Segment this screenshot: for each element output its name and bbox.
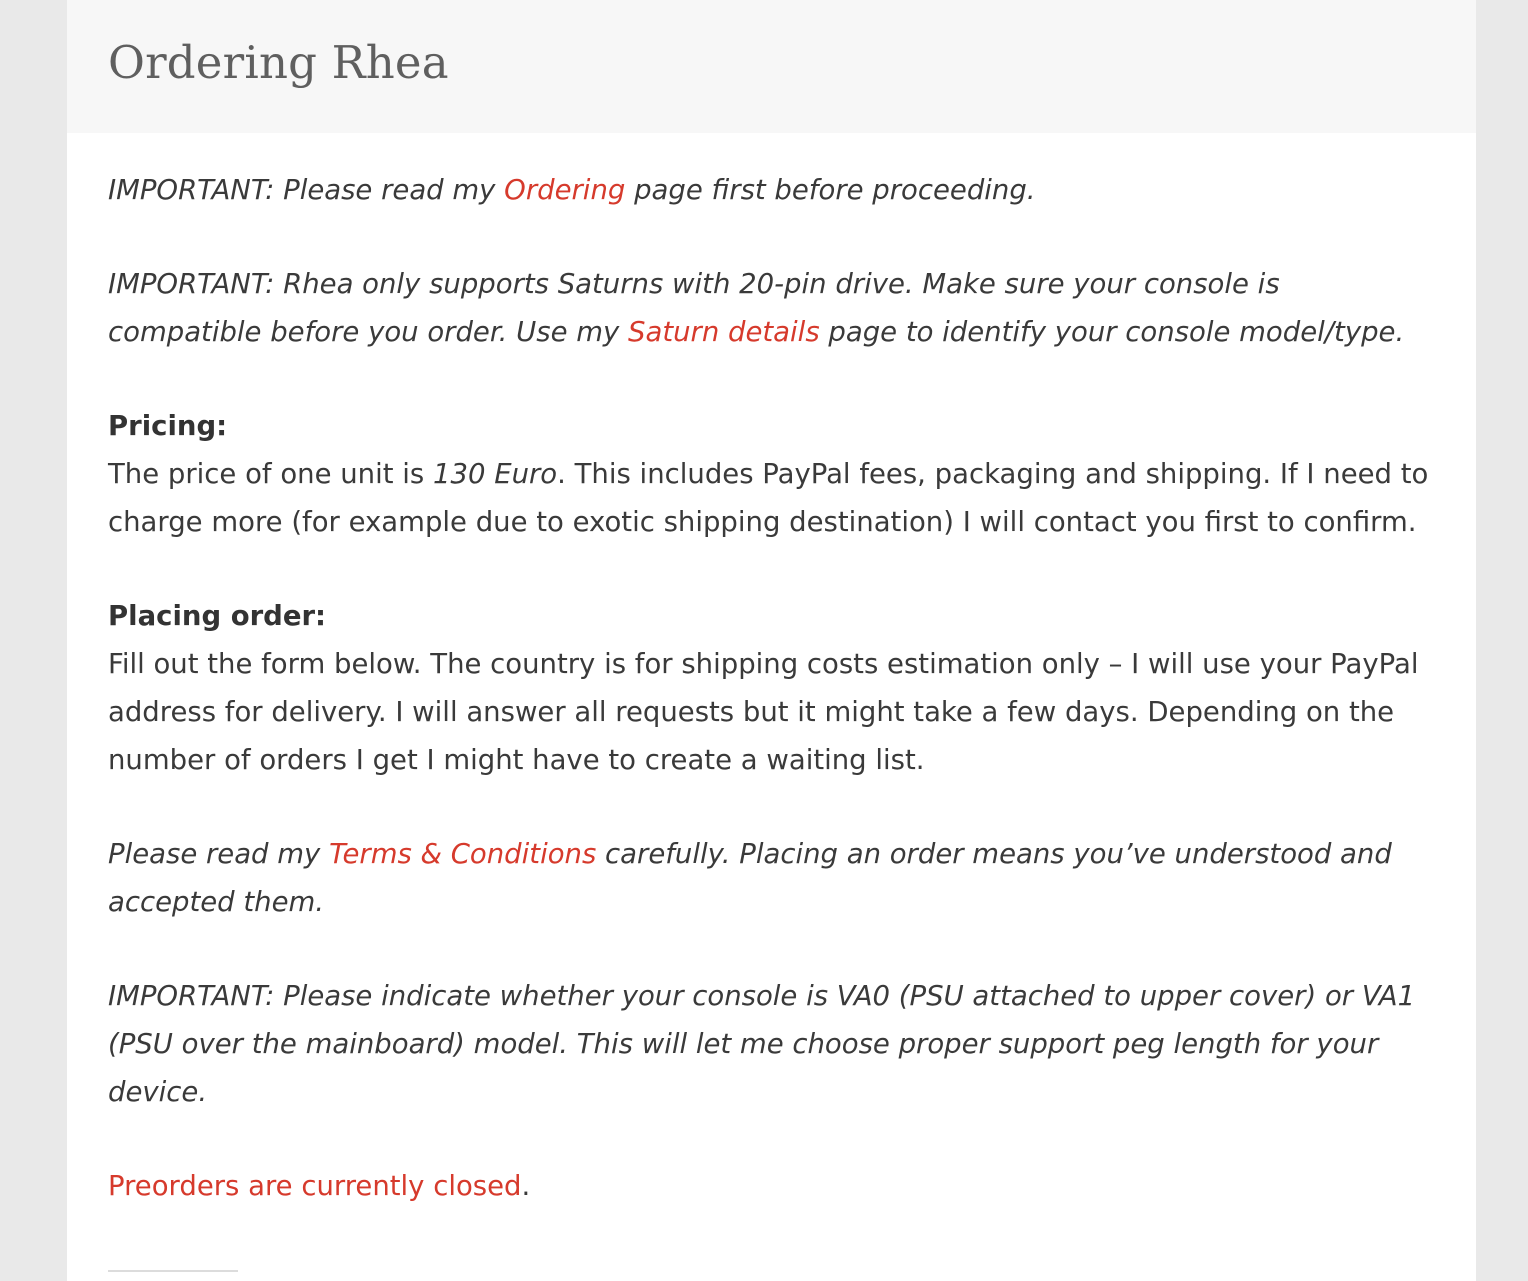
page-container xyxy=(67,0,1476,1281)
placing-order-text: Fill out the form below. The country is for shipping costs estimation only – I will use your PayPal address for delivery. I will answer all requests but it might take a few days. Depending on the number of orders I get I might have to create a waiting list. xyxy=(108,648,1419,776)
page-title: Ordering Rhea xyxy=(108,36,449,89)
page-content xyxy=(108,166,1438,1256)
important-ordering-after: page first before proceeding. xyxy=(625,174,1036,206)
placing-order-heading: Placing order: xyxy=(108,600,327,632)
important-ordering-before: IMPORTANT: Please read my xyxy=(108,174,505,206)
price-value: 130 Euro xyxy=(432,458,558,490)
preorders-closed-notice: Preorders are currently closed xyxy=(108,1170,522,1202)
paragraph-important-ordering xyxy=(108,166,1438,214)
page-header xyxy=(67,0,1476,133)
terms-text xyxy=(108,838,1392,918)
ordering-link[interactable]: Ordering xyxy=(504,174,626,206)
paragraph-important-model xyxy=(108,972,1438,1116)
paragraph-terms xyxy=(108,830,1438,926)
important-ordering-text xyxy=(108,174,1036,206)
paragraph-preorders-closed xyxy=(108,1162,1438,1210)
paragraph-pricing xyxy=(108,402,1438,546)
terms-after: carefully. Placing an order means you’ve understood and accepted them. xyxy=(108,838,1392,918)
paragraph-important-compatibility xyxy=(108,260,1438,356)
important-compatibility-text xyxy=(108,268,1404,348)
compatibility-after: page to identify your console model/type. xyxy=(819,316,1405,348)
compatibility-before: IMPORTANT: Rhea only supports Saturns with 20-pin drive. Make sure your console is compatible before you order. Use my xyxy=(108,268,1280,348)
important-model-text: IMPORTANT: Please indicate whether your console is VA0 (PSU attached to upper cover) or VA1 (PSU over the mainboard) model. This will let me choose proper support peg length for your device. xyxy=(108,980,1416,1108)
pricing-heading: Pricing: xyxy=(108,410,228,442)
preorders-closed-period: . xyxy=(521,1170,531,1202)
pricing-after: . This includes PayPal fees, packaging and shipping. If I need to charge more (for example due to exotic shipping destination) I will contact you first to confirm. xyxy=(108,458,1429,538)
saturn-details-link[interactable]: Saturn details xyxy=(628,316,820,348)
terms-conditions-link[interactable]: Terms & Conditions xyxy=(329,838,597,870)
paragraph-placing-order xyxy=(108,592,1438,784)
content-divider xyxy=(108,1270,238,1272)
terms-before: Please read my xyxy=(108,838,330,870)
pricing-before: The price of one unit is xyxy=(108,458,433,490)
